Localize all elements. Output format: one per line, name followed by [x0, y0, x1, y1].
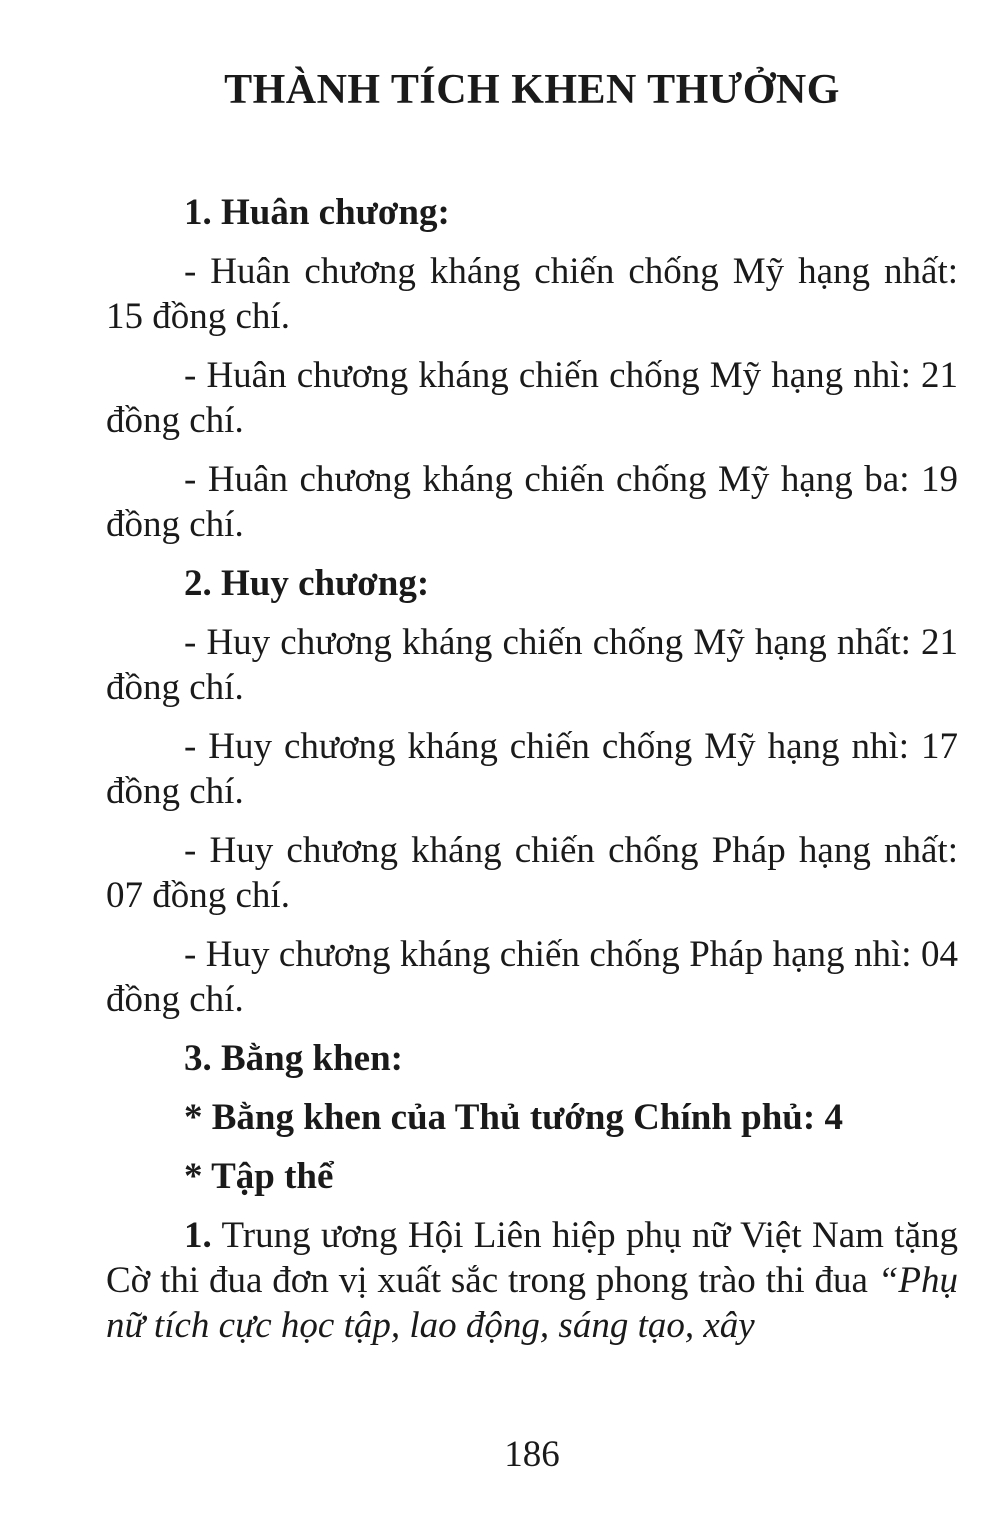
list-item: - Huy chương kháng chiến chống Pháp hạng nhất: 07 đồng chí. — [106, 830, 958, 916]
page-number: 186 — [504, 1434, 560, 1475]
entry-text: Trung ương Hội Liên hiệp phụ nữ Việt Nam tặng Cờ thi đua đơn vị xuất sắc trong phong trào thi đua — [106, 1215, 958, 1301]
section-heading-huan-chuong: 1. Huân chương: — [184, 192, 450, 233]
list-item: - Huân chương kháng chiến chống Mỹ hạng nhì: 21 đồng chí. — [106, 355, 958, 441]
list-item: - Huy chương kháng chiến chống Mỹ hạng nhì: 17 đồng chí. — [106, 726, 958, 812]
list-item: - Huy chương kháng chiến chống Mỹ hạng nhất: 21 đồng chí. — [106, 622, 958, 708]
subheading-tap-the: * Tập thể — [184, 1156, 334, 1197]
entry-quote: “Phụ nữ tích cực học tập, lao động, sáng tạo, xây — [106, 1260, 958, 1346]
list-item: - Huân chương kháng chiến chống Mỹ hạng ba: 19 đồng chí. — [106, 459, 958, 545]
list-item: - Huy chương kháng chiến chống Pháp hạng nhì: 04 đồng chí. — [106, 934, 958, 1020]
section-heading-huy-chuong: 2. Huy chương: — [184, 563, 430, 604]
subheading-thu-tuong: * Bằng khen của Thủ tướng Chính phủ: 4 — [184, 1097, 843, 1138]
list-item: - Huân chương kháng chiến chống Mỹ hạng nhất: 15 đồng chí. — [106, 251, 958, 337]
entry-paragraph — [106, 1213, 958, 1348]
document-page — [106, 0, 958, 1518]
page-title: THÀNH TÍCH KHEN THƯỞNG — [224, 67, 840, 113]
entry-number: 1. — [184, 1215, 212, 1256]
document-body — [106, 190, 958, 1348]
section-heading-bang-khen: 3. Bằng khen: — [184, 1038, 403, 1079]
